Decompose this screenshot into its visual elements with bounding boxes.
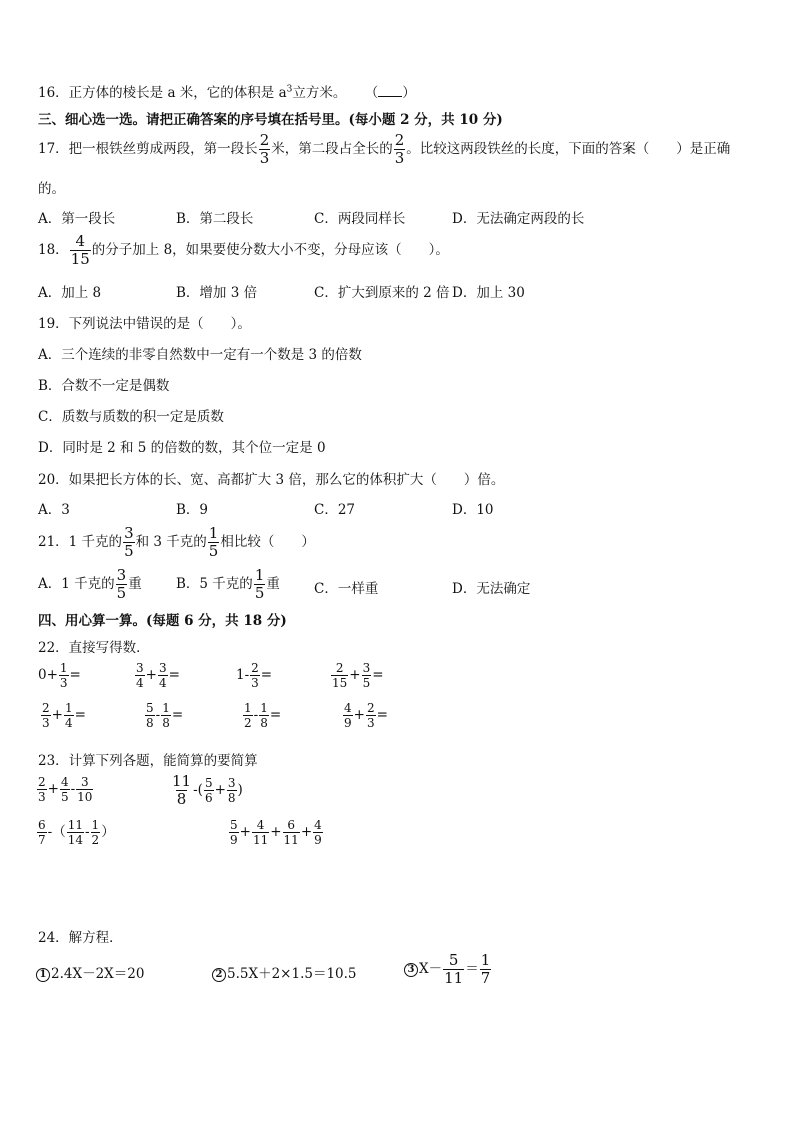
fraction: $\frac{3}{4}$ bbox=[158, 661, 167, 690]
equation-3: 3 X－ $\frac{5}{11}$ ＝ $\frac{1}{7}$ bbox=[404, 953, 492, 986]
question-20: 20．如果把长方体的长、宽、高都扩大 3 倍，那么它的体积扩大（ ）倍。 bbox=[38, 472, 505, 488]
fraction: $\frac{3}{5}$ bbox=[124, 524, 134, 560]
fraction: $\frac{2}{3}$ bbox=[366, 701, 375, 730]
question-23: 23．计算下列各题，能简算的要简算 bbox=[38, 753, 258, 769]
fraction: $\frac{4}{9}$ bbox=[344, 701, 352, 730]
fraction: $\frac{1}{3}$ bbox=[59, 661, 68, 690]
question-16: 16．正方体的棱长是 a 米，它的体积是 $a^3$立方米。 （ ） bbox=[38, 84, 416, 101]
question-19: 19．下列说法中错误的是（ ）。 bbox=[38, 316, 251, 332]
fraction: $\frac{4}{9}$ bbox=[314, 818, 322, 847]
fraction: $\frac{1}{7}$ bbox=[480, 951, 491, 987]
option-a[interactable]: A．1 千克的 $\frac{3}{5}$ 重 bbox=[38, 566, 142, 602]
option-a[interactable]: A．第一段长 bbox=[38, 211, 116, 227]
equation-1: 1 2.4X－2X＝20 bbox=[36, 962, 144, 982]
question-21: 21．1 千克的 $\frac{3}{5}$ 和 3 千克的 $\frac{1}{5}$ 相比较（ ） bbox=[38, 524, 315, 560]
fraction: $\frac{2}{3}$ bbox=[38, 775, 46, 804]
fraction: $\frac{3}{5}$ bbox=[362, 661, 371, 690]
fraction: $\frac{6}{11}$ bbox=[283, 818, 299, 847]
option-c[interactable]: C．质数与质数的积一定是质数 bbox=[38, 409, 224, 425]
option-c[interactable]: C．27 bbox=[314, 502, 356, 518]
equation-2: 2 5.5X＋2×1.5＝10.5 bbox=[212, 962, 357, 982]
fraction: $\frac{6}{7}$ bbox=[38, 818, 46, 847]
option-d[interactable]: D．无法确定 bbox=[452, 581, 531, 597]
fraction: $\frac{1}{2}$ bbox=[91, 818, 100, 847]
circled-number: 1 bbox=[36, 968, 50, 982]
fraction: $\frac{11}{14}$ bbox=[67, 818, 83, 847]
fraction: $\frac{1}{4}$ bbox=[64, 701, 73, 730]
fraction: $\frac{1}{2}$ bbox=[244, 701, 252, 730]
fraction: $\frac{5}{9}$ bbox=[230, 818, 238, 847]
fraction: $\frac{2}{15}$ bbox=[332, 661, 348, 690]
fraction: $\frac{2}{3}$ bbox=[259, 131, 270, 167]
fraction: $\frac{1}{5}$ bbox=[208, 524, 219, 560]
mental-math-item: $\frac{3}{4}$ + $\frac{3}{4}$ = bbox=[136, 661, 180, 690]
fraction: $\frac{3}{10}$ bbox=[77, 775, 93, 804]
circled-number: 2 bbox=[212, 968, 226, 982]
calc-expression-4: $\frac{5}{9}$ + $\frac{4}{11}$ + $\frac{6}{11}$ + $\frac{4}{9}$ bbox=[230, 818, 322, 847]
mental-math-item: $\frac{2}{15}$ + $\frac{3}{5}$ = bbox=[332, 661, 384, 690]
question-22: 22．直接写得数． bbox=[38, 640, 150, 656]
fraction: $\frac{2}{3}$ bbox=[42, 701, 50, 730]
fraction: $\frac{11}{8}$ bbox=[172, 772, 192, 808]
option-b[interactable]: B．第二段长 bbox=[176, 211, 254, 227]
question-24: 24．解方程． bbox=[38, 930, 123, 946]
fraction: $\frac{5}{11}$ bbox=[444, 951, 464, 987]
section-title: 四、用心算一算。(每题 6 分，共 18 分) bbox=[38, 613, 287, 629]
fraction: $\frac{4}{15}$ bbox=[70, 232, 90, 268]
option-a[interactable]: A．3 bbox=[38, 502, 70, 518]
fraction: $\frac{3}{4}$ bbox=[136, 661, 144, 690]
option-c[interactable]: C．扩大到原来的 2 倍 bbox=[314, 285, 450, 301]
option-c[interactable]: C．一样重 bbox=[314, 581, 379, 597]
fraction: $\frac{1}{5}$ bbox=[254, 566, 265, 602]
question-18: 18． $\frac{4}{15}$ 的分子加上 8，如果要使分数大小不变，分母应该（ ）。 bbox=[38, 232, 449, 268]
calc-expression-3: $\frac{6}{7}$ -（ $\frac{11}{14}$ - $\frac{1}{2}$ ） bbox=[38, 818, 115, 847]
fraction: $\frac{5}{8}$ bbox=[146, 701, 154, 730]
option-a[interactable]: A．三个连续的非零自然数中一定有一个数是 3 的倍数 bbox=[38, 347, 362, 363]
fraction: $\frac{2}{3}$ bbox=[251, 661, 259, 690]
calc-expression-1: $\frac{2}{3}$ + $\frac{4}{5}$ - $\frac{3}{10}$ bbox=[38, 775, 93, 804]
fraction: $\frac{5}{6}$ bbox=[204, 776, 213, 805]
fraction: $\frac{2}{3}$ bbox=[394, 131, 405, 167]
option-d[interactable]: D．同时是 2 和 5 的倍数的数，其个位一定是 0 bbox=[38, 440, 326, 456]
mental-math-item: $\frac{2}{3}$ + $\frac{1}{4}$ = bbox=[42, 701, 86, 730]
option-b[interactable]: B．增加 3 倍 bbox=[176, 285, 258, 301]
calc-expression-2: $\frac{11}{8}$ -( $\frac{5}{6}$ + $\frac{3}{8}$ ) bbox=[172, 772, 243, 808]
fraction: $\frac{4}{11}$ bbox=[252, 818, 269, 847]
option-a[interactable]: A．加上 8 bbox=[38, 285, 102, 301]
fraction: $\frac{1}{8}$ bbox=[162, 701, 170, 730]
answer-blank[interactable] bbox=[378, 84, 402, 97]
question-17: 17．把一根铁丝剪成两段，第一段长 $\frac{2}{3}$ 米，第二段占全长的 $\frac{2}{3}$ 。比较这两段铁丝的长度，下面的答案（ ）是正确 bbox=[38, 131, 731, 167]
option-b[interactable]: B．9 bbox=[176, 502, 209, 518]
option-c[interactable]: C．两段同样长 bbox=[314, 211, 406, 227]
fraction: $\frac{4}{5}$ bbox=[60, 775, 69, 804]
mental-math-item: $\frac{1}{2}$ - $\frac{1}{8}$ = bbox=[244, 701, 282, 730]
section-title: 三、细心选一选。请把正确答案的序号填在括号里。(每小题 2 分，共 10 分) bbox=[38, 112, 503, 128]
fraction: $\frac{3}{8}$ bbox=[227, 776, 236, 805]
circled-number: 3 bbox=[404, 963, 418, 977]
option-d[interactable]: D．无法确定两段的长 bbox=[452, 211, 585, 227]
option-b[interactable]: B．合数不一定是偶数 bbox=[38, 378, 170, 394]
question-17-continued: 的。 bbox=[38, 181, 65, 197]
option-d[interactable]: D．加上 30 bbox=[452, 285, 525, 301]
mental-math-item: 0+ $\frac{1}{3}$ = bbox=[38, 661, 81, 690]
mental-math-item: $\frac{5}{8}$ - $\frac{1}{8}$ = bbox=[146, 701, 184, 730]
option-d[interactable]: D．10 bbox=[452, 502, 494, 518]
fraction: $\frac{3}{5}$ bbox=[116, 566, 127, 602]
fraction: $\frac{1}{8}$ bbox=[260, 701, 268, 730]
mental-math-item: $\frac{4}{9}$ + $\frac{2}{3}$ = bbox=[344, 701, 388, 730]
mental-math-item: 1- $\frac{2}{3}$ = bbox=[236, 661, 273, 690]
option-b[interactable]: B．5 千克的 $\frac{1}{5}$ 重 bbox=[176, 566, 280, 602]
